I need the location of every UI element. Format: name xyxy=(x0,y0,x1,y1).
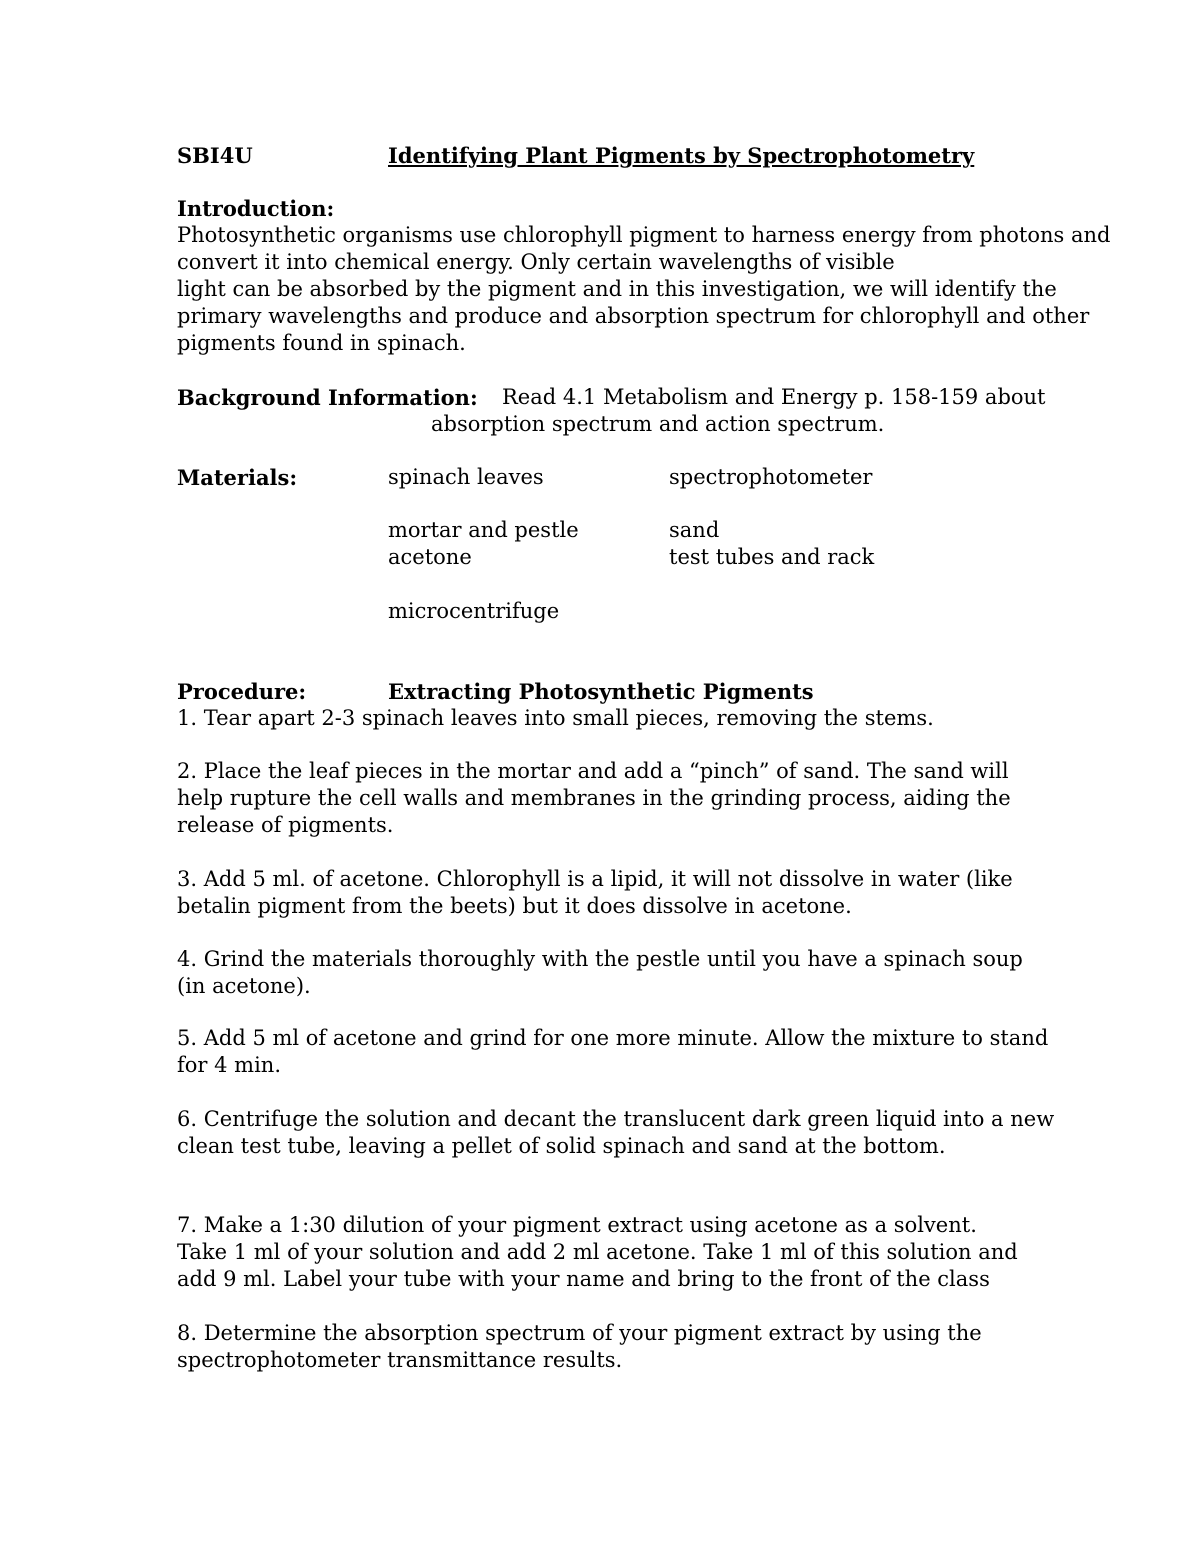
background-text-line1: Read 4.1 Metabolism and Energy p. 158-159 about xyxy=(502,385,1046,409)
procedure-step-5 xyxy=(177,1025,1107,1079)
step-line: Take 1 ml of your solution and add 2 ml acetone. Take 1 ml of this solution and xyxy=(177,1240,1018,1264)
material-item: spinach leaves xyxy=(388,465,544,489)
material-item: mortar and pestle xyxy=(388,518,579,542)
step-line: release of pigments. xyxy=(177,813,394,837)
step-line: for 4 min. xyxy=(177,1053,281,1077)
step-line: spectrophotometer transmittance results. xyxy=(177,1348,623,1372)
course-code: SBI4U xyxy=(177,143,253,168)
step-line: add 9 ml. Label your tube with your name and bring to the front of the class xyxy=(177,1267,990,1291)
introduction-paragraph xyxy=(177,222,1111,357)
background-text-line2: absorption spectrum and action spectrum. xyxy=(431,412,885,436)
step-line: betalin pigment from the beets) but it does dissolve in acetone. xyxy=(177,894,852,918)
step-line: 8. Determine the absorption spectrum of your pigment extract by using the xyxy=(177,1321,982,1345)
procedure-step-4 xyxy=(177,946,1107,1000)
introduction-line: pigments found in spinach. xyxy=(177,331,466,355)
material-item: spectrophotometer xyxy=(669,465,873,489)
introduction-line: convert it into chemical energy. Only certain wavelengths of visible xyxy=(177,250,895,274)
step-line: 2. Place the leaf pieces in the mortar and add a “pinch” of sand. The sand will xyxy=(177,759,1009,783)
procedure-step-7 xyxy=(177,1212,1107,1293)
introduction-line: light can be absorbed by the pigment and in this investigation, we will identify the xyxy=(177,277,1057,301)
procedure-step-8 xyxy=(177,1320,1107,1374)
introduction-line: Photosynthetic organisms use chlorophyll pigment to harness energy from photons and xyxy=(177,223,1111,247)
material-item: test tubes and rack xyxy=(669,545,875,569)
introduction-heading: Introduction: xyxy=(177,196,335,221)
material-item: microcentrifuge xyxy=(388,599,560,623)
step-line: 4. Grind the materials thoroughly with the pestle until you have a spinach soup xyxy=(177,947,1023,971)
step-line: 3. Add 5 ml. of acetone. Chlorophyll is a lipid, it will not dissolve in water (like xyxy=(177,867,1013,891)
procedure-step-3 xyxy=(177,866,1107,920)
step-line: 7. Make a 1:30 dilution of your pigment extract using acetone as a solvent. xyxy=(177,1213,977,1237)
material-item: sand xyxy=(669,518,720,542)
procedure-heading: Procedure: xyxy=(177,679,307,704)
materials-heading: Materials: xyxy=(177,465,298,490)
procedure-subheading: Extracting Photosynthetic Pigments xyxy=(388,679,814,704)
step-line: 6. Centrifuge the solution and decant the translucent dark green liquid into a new xyxy=(177,1107,1055,1131)
procedure-step-1 xyxy=(177,705,1107,732)
step-line: 1. Tear apart 2-3 spinach leaves into small pieces, removing the stems. xyxy=(177,706,934,730)
background-heading: Background Information: xyxy=(177,385,478,410)
step-line: clean test tube, leaving a pellet of solid spinach and sand at the bottom. xyxy=(177,1134,946,1158)
material-item: acetone xyxy=(388,545,472,569)
step-line: help rupture the cell walls and membranes in the grinding process, aiding the xyxy=(177,786,1011,810)
page-title: Identifying Plant Pigments by Spectrophotometry xyxy=(388,143,975,168)
step-line: 5. Add 5 ml of acetone and grind for one more minute. Allow the mixture to stand xyxy=(177,1026,1049,1050)
introduction-line: primary wavelengths and produce and absorption spectrum for chlorophyll and other xyxy=(177,304,1090,328)
procedure-step-6 xyxy=(177,1106,1107,1160)
procedure-step-2 xyxy=(177,758,1107,839)
step-line: (in acetone). xyxy=(177,974,311,998)
